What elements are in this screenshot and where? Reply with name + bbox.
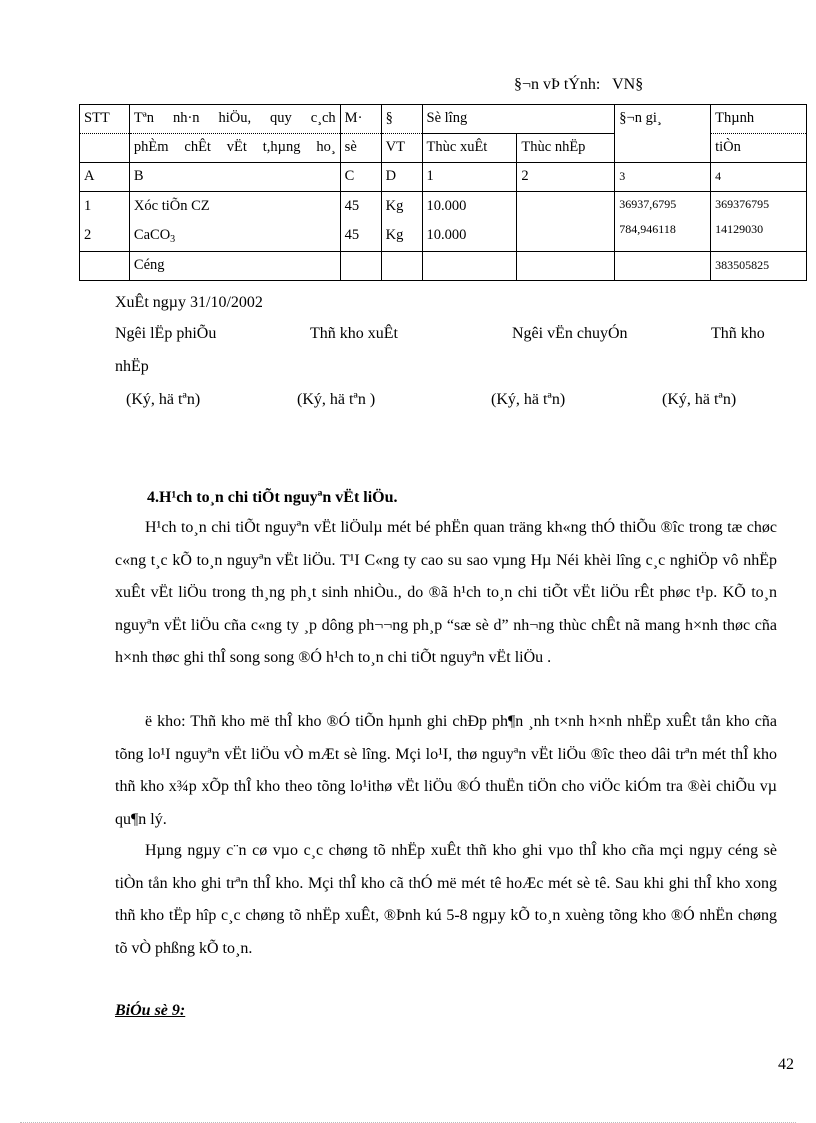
- row1-name: Xóc tiÕn CZ: [133, 198, 210, 214]
- sign-hint-1: (Ký, hä tªn): [126, 391, 201, 408]
- header-name-line2: [129, 134, 340, 163]
- code-cell: [340, 192, 381, 252]
- figure-label: BiÓu sè 9:: [115, 1002, 186, 1019]
- row2-name-text: CaCO: [133, 227, 171, 243]
- paragraph-3-text: Hµng ngµy c¨n cø vµo c¸c chøng tõ nhËp xuÊt thñ kho ghi vµo thÎ kho cña mçi ngµy céng sè tiÒn tån kho ghi trªn thÎ kho. Mçi thÎ kho cã thÓ më mét tê hoÆc mét sè tê. Sau khi ghi thÎ kho xong thñ kho tËp hîp c¸c chøng tõ nhËp xuÊt, ®Þnh kú 5-8 ngµy kÕ to¸n xuèng tõng kho ®Ó nhËn chøng tõ vÒ phßng kÕ to¸n.: [115, 842, 777, 957]
- paragraph-2-text: ë kho: Thñ kho më thÎ kho ®Ó tiÕn hµnh ghi chÐp ph¶n ¸nh t×nh h×nh nhËp xuÊt tån kho cña tõng lo¹I nguyªn vËt liÖu vÒ mÆt sè lîng. Mçi lo¹I, thø nguyªn vËt liÖu ®îc theo dâi trªn mét thÎ kho thñ kho x¾p xÕp thÎ kho theo tõng lo¹ithø vËt liÖu ®Ó thuËn tiÖn cho viÖc kiÓm tra ®èi chiÕu vµ qu¶n lý.: [115, 713, 777, 828]
- table-header-row-2: [80, 134, 807, 163]
- row1-code: 45: [344, 198, 360, 214]
- row2-amount: 14129030: [715, 222, 764, 236]
- header-amount-line2: tiÒn: [711, 134, 807, 163]
- header-unit-line2: VT: [381, 134, 422, 163]
- letter-cell: B: [129, 163, 340, 192]
- paragraph-3: [115, 835, 777, 965]
- name-cell: [129, 192, 340, 252]
- header-name-text1: Tªn nh·n hiÖu, quy c¸ch: [133, 110, 336, 126]
- header-unit-line1: §: [381, 105, 422, 134]
- role-preparer: Ngêi lËp phiÕu: [115, 325, 217, 342]
- total-blank: [422, 252, 517, 281]
- total-blank: [381, 252, 422, 281]
- row1-issued: 10.000: [426, 198, 467, 214]
- received-cell: [517, 192, 615, 252]
- table-total-row: [80, 252, 807, 281]
- role-receiving-keeper-cont: nhËp: [115, 358, 149, 375]
- letter-cell: 1: [422, 163, 517, 192]
- row2-price: 784,946118: [619, 222, 676, 236]
- paragraph-1: [115, 512, 777, 675]
- section-heading: 4.H¹ch to¸n chi tiÕt nguyªn vËt liÖu.: [147, 489, 398, 506]
- header-unit-price: §¬n gi¸: [615, 105, 711, 134]
- header-stt-blank: [80, 134, 130, 163]
- row2-issued: 10.000: [426, 227, 467, 243]
- row1-unit: Kg: [385, 198, 404, 214]
- role-receiving-keeper: Thñ kho: [711, 325, 765, 342]
- row1-amount: 369376795: [715, 197, 770, 211]
- header-name-text2: phÈm chÊt vËt t,hµng ho¸: [133, 139, 336, 155]
- paragraph-1-text: H¹ch to¸n chi tiÕt nguyªn vËt liÖulµ mét bé phËn quan träng kh«ng thÓ thiÕu ®îc trong tæ chøc c«ng t¸c kÕ to¸n nguyªn vËt liÖu. T¹I C«ng ty cao su sao vµng Hµ Néi khèi lîng c¸c nghiÖp vô nhËp xuÊt vËt liÖu trong th¸ng ph¸t sinh nhiÒu., do ®ã h¹ch to¸n chi tiÕt vËt liÖu rÊt phøc t¹p. KÕ to¸n nguyªn vËt liÖu cña c«ng ty ¸p dông ph¬¬ng ph¸p “sæ sè d” nh¬ng thùc chÊt nã mang h×nh thøc cña h×nh thøc ghi thÎ song song ®Ó h¹ch to¸n chi tiÕt nguyªn vËt liÖu .: [115, 519, 777, 667]
- total-value: 383505825: [711, 252, 807, 281]
- header-amount-line1: Thµnh: [711, 105, 807, 134]
- letter-cell: 4: [711, 163, 807, 192]
- unit-of-measure-line: §¬n vÞ tÝnh: VN§: [514, 76, 644, 93]
- table-letter-row: [80, 163, 807, 192]
- total-blank: [80, 252, 130, 281]
- row1-received: [521, 192, 610, 221]
- table-data-rows: [80, 192, 807, 252]
- row2-name-subscript: 3: [170, 234, 176, 245]
- unit-cell: [381, 192, 422, 252]
- header-code-line2: sè: [340, 134, 381, 163]
- header-stt: STT: [80, 105, 130, 134]
- page-number: 42: [778, 1056, 794, 1073]
- header-actual-issued: Thùc xuÊt: [422, 134, 517, 163]
- paragraph-2: [115, 706, 777, 836]
- sign-hint-4: (Ký, hä tªn): [662, 391, 737, 408]
- amount-cell: [711, 192, 807, 252]
- letter-cell: A: [80, 163, 130, 192]
- role-issuing-keeper: Thñ kho xuÊt: [310, 325, 398, 342]
- sign-hint-3: (Ký, hä tªn): [491, 391, 566, 408]
- sign-hint-2: (Ký, hä tªn ): [297, 391, 376, 408]
- signature-hints: [115, 391, 805, 413]
- price-cell: [615, 192, 711, 252]
- table-header-row-1: [80, 105, 807, 134]
- header-actual-received: Thùc nhËp: [517, 134, 615, 163]
- letter-cell: 2: [517, 163, 615, 192]
- row1-price: 36937,6795: [619, 197, 677, 211]
- row2-unit: Kg: [385, 227, 404, 243]
- total-blank: [340, 252, 381, 281]
- row2-code: 45: [344, 227, 360, 243]
- total-blank: [517, 252, 615, 281]
- header-code-line1: M·: [340, 105, 381, 134]
- header-quantity: Sè lîng: [422, 105, 615, 134]
- row2-stt: 2: [84, 227, 92, 243]
- signature-roles: [115, 325, 805, 347]
- material-issue-table: [79, 104, 807, 281]
- row2-name: [134, 221, 336, 250]
- letter-cell: 3: [615, 163, 711, 192]
- header-name-line1: [129, 105, 340, 134]
- row1-stt: 1: [84, 198, 92, 214]
- issue-date: XuÊt ngµy 31/10/2002: [115, 294, 263, 311]
- issued-cell: [422, 192, 517, 252]
- row2-received: [521, 221, 610, 250]
- letter-cell: C: [340, 163, 381, 192]
- header-unit-price-blank: [615, 134, 711, 163]
- role-transporter: Ngêi vËn chuyÓn: [512, 325, 628, 342]
- letter-cell: D: [381, 163, 422, 192]
- stt-cell: [80, 192, 130, 252]
- total-label: Céng: [129, 252, 340, 281]
- total-blank: [615, 252, 711, 281]
